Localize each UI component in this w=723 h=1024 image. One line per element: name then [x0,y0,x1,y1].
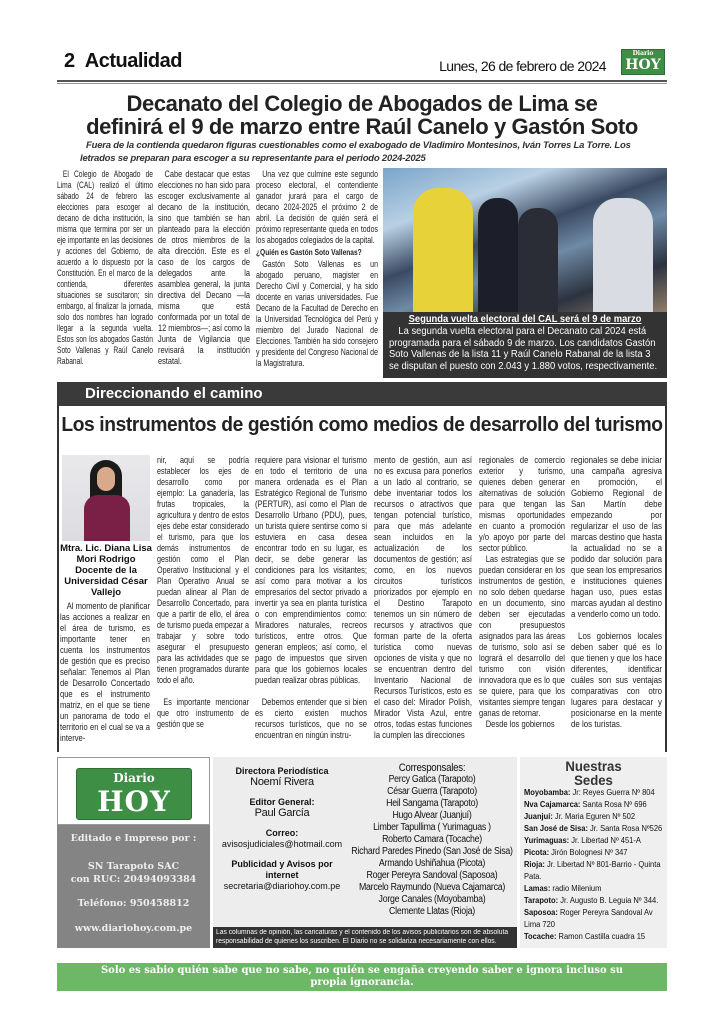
disclaimer-box [216,928,514,947]
article-column-2 [158,169,250,376]
paragraph: El Colegio de Abogado de Lima (CAL) realizó el último sábado 24 de febrero las elecciones para escoger al decano de dicha institución, la misma que termina por ser un eje importante en las decisiones y acciones del Gobierno, de acuerdo a lo dispuesto por la Constitución. En el marco de la contienda, diferentes situaciones se suscitaron; sin embargo, al finalizar la jornada, solo dos nombres han logrado llegar a la segunda vuelta. Estos son los abogados Gastón Soto Vallenas y Raúl Canelo Rabanal. [57,169,153,366]
website-link[interactable]: www.diariohoy.com.pe [74,923,193,934]
opinion-title-box [57,414,667,438]
office-city: Juanjuí: [524,812,553,821]
paragraph: Debemos entender que si bien es cierto existen muchos recursos turísticos, que no se encuentran en ningún instru- [255,697,367,740]
office-address: Ramon Castilla cuadra 15 [558,932,646,941]
ads-label: Publicidad y Avisos por internet [231,859,333,880]
office-item [524,799,663,811]
caption-title: Segunda vuelta electoral del CAL será el 9 de marzo [408,314,642,325]
correspondent: Armando Ushiñahua (Picota) [378,858,486,869]
paragraph: Cabe destacar que estas elecciones no han sido para escoger exclusivamente al decano de la institución, sino que también se han planteado para la elección de otros miembros de la alta dirección. Este es el caso de los cargos de delegados ante la asamblea general, la junta directiva del Decano —la misma que está conformada por un total de 12 miembros—; así como la Junta de Vigilancia que revisará la institución estatal. [158,169,250,366]
office-item [524,823,663,835]
office-address: Jr. Libertad Nº 451-A [571,836,641,845]
paragraph: Una vez que culmine este segundo proceso electoral, el contendiente ganador jurará para el cargo de decano 2024-2025 el próximo 2 de abril. La decisión de quién será el próximo representante queda en todos los abogados colegiados de la capital. [256,169,378,245]
opinion-column-2 [157,455,249,749]
company-ruc: con RUC: 20494093384 [70,874,197,885]
office-item [524,883,663,895]
correspondent: Limber Tapullima ( Yurimaguas ) [373,822,491,833]
article-deck-box [80,139,645,167]
office-item [524,895,663,907]
article-photo [383,168,667,312]
office-address: Jirón Bolognesi Nº 347 [551,848,628,857]
office-city: Lamas: [524,884,551,893]
issue-date: Lunes, 26 de febrero de 2024 [439,58,606,74]
opinion-column-4 [374,455,472,749]
disclaimer: Las columnas de opinión, las caricaturas y el contenido de los avisos publicitarios son de absoluta responsabilidad de quienes los suscriben. El Diario no se solidariza necesariamente con ellos. [216,929,509,945]
correspondents-label: Corresponsales: [398,762,466,774]
office-item [524,835,663,847]
editor-name: Paul García [254,807,310,819]
headline-line-2: definirá el 9 de marzo entre Raúl Canelo y Gastón Soto [86,114,638,139]
office-address: Jr. Augusto B. Leguia Nº 344. [560,896,659,905]
article-column-3 [256,169,378,376]
paragraph: Las estrategias que se puedan considerar en los instrumentos de gestión, no solo deben quedarse en un documento, sino deben ser ejecutadas con presupuestos asignados para las áreas de turismo, solo así se logrará el desarrollo del turismo con visión innovadora que es lo que se quiere, para que los visitantes siempre tengan ganas de retornar. [479,554,565,718]
office-item [524,787,663,799]
office-address: Jr. Maria Eguren Nº 502 [554,812,636,821]
office-city: Rioja: [524,860,545,869]
column-section-bar: Direccionando el camino [57,382,667,406]
paragraph: regionales se debe iniciar una campaña agresiva en promoción, el Gobierno Regional de San Martín debe empezando por regularizar el uso de las marcas destino que hasta la actualidad no se a podido dar solución para que sean los empresarios e instituciones quienes hagan uso, pues estas marcas ayudan al destino a venderlo como un todo. [571,455,662,619]
diario-hoy-logo [621,49,665,75]
article-deck: Fuera de la contienda quedaron figuras cuestionables como el exabogado de Vladimiro Montesinos, Iván Torres La Torre. Los letrados se preparan para escoger a su representante para el periodo 2024-2025 [80,140,631,164]
editor-label: Editor General: [249,797,315,807]
correspondent: Marcelo Raymundo (Nueva Cajamarca) [358,882,506,893]
staff-list [216,766,348,924]
mail-address[interactable]: avisosjudiciales@hotmail.com [221,839,343,849]
sedes-title-1: Nuestras [565,758,622,774]
photo-caption [389,314,661,376]
subheading: ¿Quién es Gastón Soto Vallenas? [256,247,362,257]
office-city: San José de Sisa: [524,824,588,833]
office-city: Tarapoto: [524,896,559,905]
office-address: Santa Rosa Nº 696 [582,800,647,809]
logo-small-text: Diario [113,771,155,785]
office-item [524,907,663,931]
edited-label: Editado e Impreso por : [70,833,197,844]
page-header [64,50,182,73]
mail-label: Correo: [265,828,299,838]
correspondent: Heil Sangama (Tarapoto) [386,798,478,809]
director-label: Directora Periodística [235,766,329,776]
logo-small-text: Diario [632,50,654,57]
office-item [524,859,663,883]
office-city: Saposoa: [524,908,558,917]
paragraph: Desde los gobiernos [485,719,555,729]
ads-mail[interactable]: secretaria@diariohoy.com.pe [223,881,341,891]
caption-text: La segunda vuelta electoral para el Decanato cal 2024 está programada para el sábado 9 de marzo. Los candidatos Gastón Soto Vallenas de la lista 11 y Raúl Canelo Rabanal de la lista 3 se disputan el puesto con 2.043 y 1.880 votos, respectivamente. [389,325,658,373]
director-name: Noemí Rivera [250,776,314,788]
paragraph: Al momento de planificar las acciones a realizar en el área de turismo, es importante tener en cuenta los instrumentos de gestión que es preciso señalar: Tenemos al Plan de Desarrollo Concertado que es el instrumento matriz, en el que se tiene un panorama de todo el territorio en el cual se va a interve- [60,601,150,743]
paragraph: mento de gestión, aun así no es excusa para ponerlos a un lado al contrario, se debe inventariar todos los recursos o atractivos que tengan potencial turístico, para que más adelante sean incluidos en la actualización de los documentos de gestión; así como, en los nuevos circuitos turísticos priorizados por ejemplo en el Destino Tarapoto tenemos un sin número de recursos y atractivos que forman parte de la oferta turística como nuevas opciones de visita y que no se encuentran dentro del Inventario Nacional de Recursos Turísticos, esto es el caso del: Mirador Polish, Mirador Vista Azul, entre otros, todas estas funciones la cumplen las direcciones [374,455,472,740]
correspondent: César Guerra (Tarapoto) [387,786,477,797]
paragraph: Los gobiernos locales deben saber qué es lo que tienen y que los hace diferentes, identificar cuáles son sus ventajas comparativas con otro lugares para destacar y posicionarse en la mente de los turistas. [571,631,662,729]
phone: Teléfono: 950458812 [77,898,190,909]
correspondent: Percy Gatica (Tarapoto) [388,774,476,785]
office-city: Nva Cajamarca: [524,800,581,809]
correspondent: Richard Paredes Pinedo (San José de Sisa) [351,846,513,857]
publisher-info [57,825,210,948]
paragraph: Es importante mencionar que otro instrumento de gestión que se [157,697,249,729]
company-name: SN Tarapoto SAC [87,861,180,872]
quote-banner: Solo es sabio quién sabe que no sabe, no quién se engaña creyendo saber e ignora incluso su propia ignorancia. [57,963,667,991]
opinion-column-1 [60,601,150,749]
author-byline: Mtra. Lic. Diana Lisa Mori Rodrigo Docente de la Universidad César Vallejo [60,543,152,598]
footer-logo [57,757,210,825]
office-address: Jr. Libertad Nº 801-Barrio - Quinta Pata. [524,860,661,881]
logo-big-text: HOY [97,785,171,818]
opinion-column-3 [255,455,367,749]
correspondent: Clemente Llatas (Rioja) [389,906,475,917]
header-rule [57,80,667,84]
paragraph: nir, aquí se podría establecer los ejes de desarrollo como por ejemplo: La ganadería, las frutas tropicales, la agricultura y dentro de estos ejes debe estar considerado el turismo, para que los demás instrumentos de gestión como el Plan Operativo Institucional y el Plan Operativo Anual se puedan alinear al Plan de Desarrollo Concertado, para que a partir de ello, el área de turismo pueda empezar a trabajar y sobre todo asegurar el presupuesto para las actividades que se tienen programados durante todo el año. [157,455,249,685]
page-number: 2 [64,50,75,72]
office-item [524,811,663,823]
opinion-title: Los instrumentos de gestión como medios de desarrollo del turismo [61,414,663,436]
office-address: radio Milenium [552,884,602,893]
author-photo [62,455,150,541]
correspondents-list [350,762,514,924]
article-column-1 [57,169,153,376]
office-item [524,847,663,859]
office-item [524,931,663,943]
correspondent: Jorge Canales (Moyobamba) [378,894,486,905]
office-city: Moyobamba: [524,788,571,797]
author-byline-box [60,543,152,599]
paragraph: regionales de comercio exterior y turismo, quienes deben generar alternativas de solución para que tengan las mismas oportunidades en cuanto a promoción y/o apoyo por parte del sector público. [479,455,565,553]
office-city: Yurimaguas: [524,836,570,845]
paragraph: requiere para visionar el turismo en todo el territorio de una manera ordenada es el Plan Estratégico Regional de Turismo (PERTUR), así como el Plan de Desarrollo Urbano (PDU), pues, un turista quiere sentirse como si estuviera en casa desea encontrar todo en su lugar, es decir, se debe generar las condiciones para los visitantes; así como para motivar a los empresarios del sector privado a invertir ya sea en planta turística o con emprendimientos como: Miradores naturales, recreos turísticos, entre otros. Que generan empleos; así como, el pago de impuestos que sirven para que los gobiernos locales puedan realizar obras públicas. [255,455,367,685]
office-address: Jr: Reyes Guerra Nº 804 [572,788,655,797]
office-address: Jr. Santa Rosa Nº526 [590,824,663,833]
correspondent: Roger Pereyra Sandoval (Saposoa) [366,870,498,881]
correspondent: Roberto Camara (Tocache) [382,834,482,845]
office-address: Roger Pereyra Sandoval Av Lima 720 [524,908,653,929]
section-name: Actualidad [84,50,182,72]
office-city: Picota: [524,848,550,857]
logo-big-text: HOY [625,57,661,73]
sedes-title-2: Sedes [574,772,613,788]
opinion-column-6 [571,455,662,749]
headline-line-1-box [57,92,667,116]
opinion-column-5 [479,455,565,749]
office-city: Tocache: [524,932,557,941]
headline-line-1: Decanato del Colegio de Abogados de Lima se [126,91,598,116]
offices-list [524,759,663,946]
paragraph: Gastón Soto Vallenas es un abogado peruano, magister en Derecho Civil y Comercial, y ha sido docente en varias universidades. Fue Decano de la Facultad de Derecho en la Universidad Tecnológica del Perú y miembro del Jurado Nacional de Elecciones. También ha sido consejero y presidente del Congreso Nacional de la Magistratura. [256,259,378,368]
headline-line-2-box [57,115,667,139]
correspondent: Hugo Alvear (Juanjuí) [392,810,472,821]
